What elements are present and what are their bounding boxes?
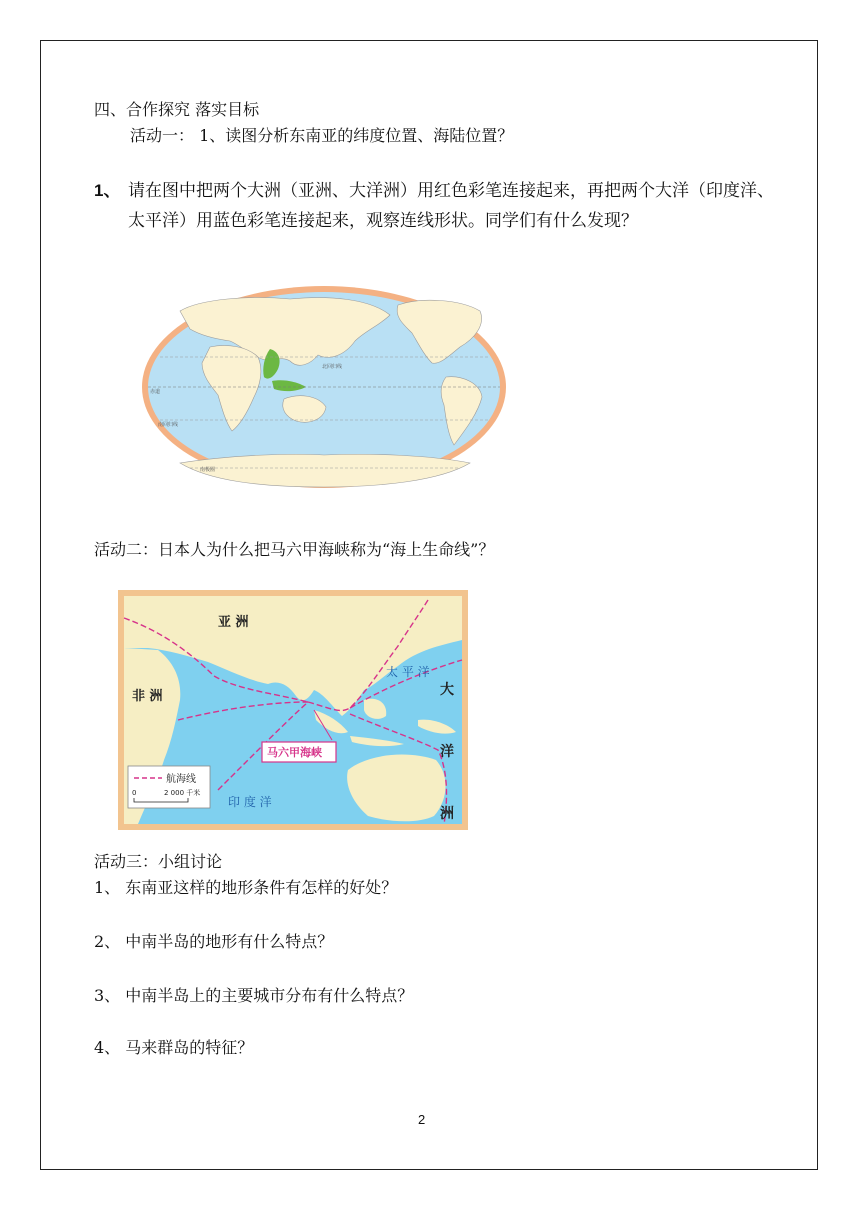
scale-value-label: 2 000 千米 <box>164 789 201 797</box>
discussion-item-3: 3、 中南半岛上的主要城市分布有什么特点？ <box>94 986 414 1005</box>
oceania-label-2: 洋 <box>440 744 454 760</box>
oceania-label-3: 洲 <box>440 806 454 822</box>
antarctic-circle-label: 南极圈 <box>200 467 216 473</box>
pacific-label: 太 平 洋 <box>386 665 430 679</box>
discussion-item-2: 2、 中南半岛的地形有什么特点？ <box>94 932 334 951</box>
discussion-item-4: 4、 马来群岛的特征？ <box>94 1038 254 1057</box>
activity1-prompt: 活动一： 1、读图分析东南亚的纬度位置、海陆位置？ <box>130 126 514 145</box>
world-map <box>140 285 508 490</box>
strait-label: 马六甲海峡 <box>267 746 322 759</box>
legend-route-label: 航海线 <box>166 774 196 785</box>
discussion-item-1: 1、 东南亚这样的地形条件有怎样的好处？ <box>94 878 398 897</box>
asia-label: 亚 洲 <box>218 615 249 630</box>
question-1-text: 请在图中把两个大洲（亚洲、大洋洲）用红色彩笔连接起来，再把两个大洋（印度洋、太平洋）用蓝色彩笔连接起来，观察连线形状。同学们有什么发现？ <box>128 181 774 231</box>
oceania-label-1: 大 <box>440 682 454 698</box>
activity2-prompt: 活动二：日本人为什么把马六甲海峡称为“海上生命线”？ <box>94 540 495 559</box>
equator-label: 赤道 <box>150 389 161 395</box>
page-number: 2 <box>418 1112 426 1127</box>
question-1-number: 1、 <box>94 181 121 200</box>
question-1 <box>94 176 784 236</box>
scale-zero-label: 0 <box>132 789 137 797</box>
tropic-cancer-label: 北回归线 <box>322 364 343 370</box>
tropic-capricorn-label: 南回归线 <box>158 422 179 428</box>
strait-map <box>118 590 468 830</box>
section-heading: 四、合作探究 落实目标 <box>94 100 260 119</box>
activity3-title: 活动三：小组讨论 <box>94 852 223 871</box>
indian-ocean-label: 印 度 洋 <box>228 795 272 809</box>
antarctica-landmass <box>180 454 470 487</box>
africa-label: 非 洲 <box>132 689 163 704</box>
